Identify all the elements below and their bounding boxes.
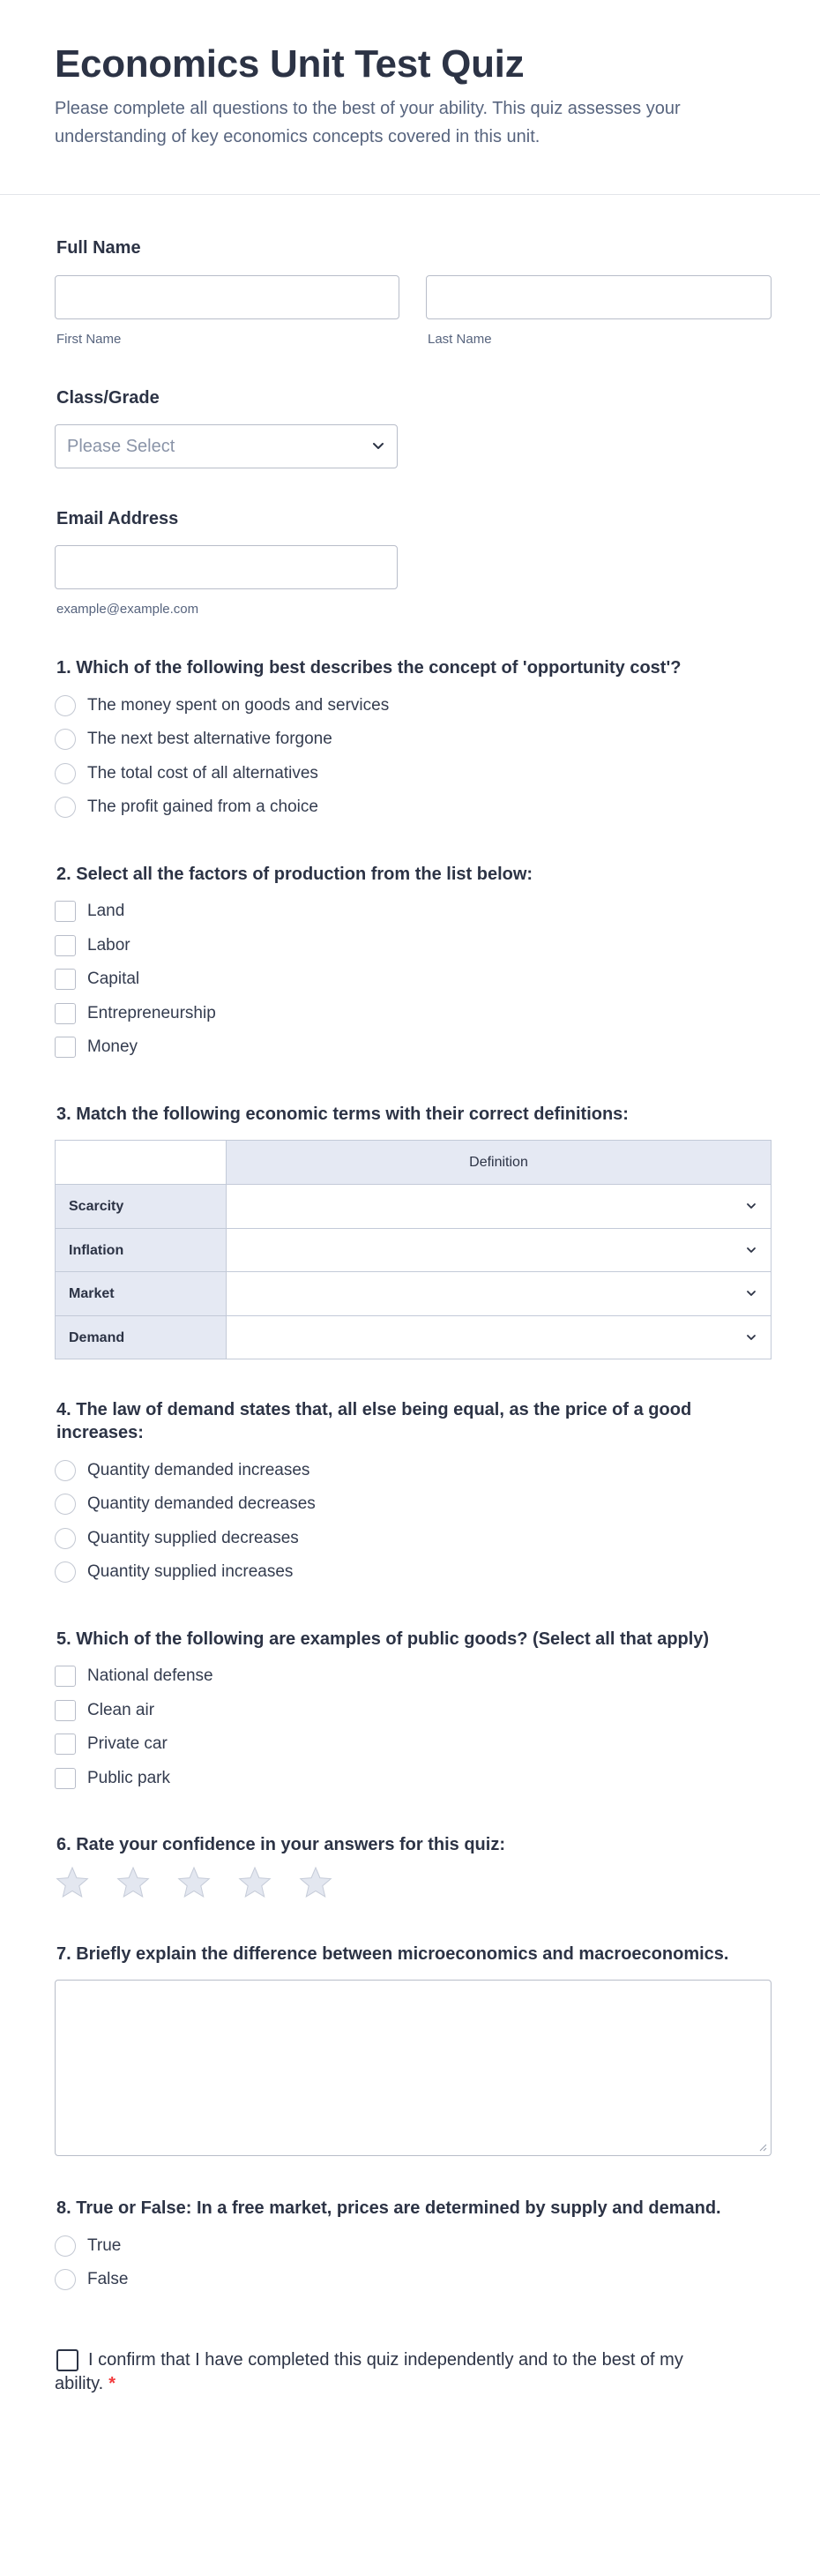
first-name-input[interactable] — [55, 275, 399, 319]
chevron-down-icon — [742, 1329, 760, 1346]
q2-option-label: Land — [87, 902, 125, 920]
last-name-sublabel: Last Name — [428, 332, 492, 347]
last-name-input[interactable] — [426, 275, 772, 319]
q5-option-label: Public park — [87, 1769, 170, 1787]
star-icon[interactable] — [176, 1865, 212, 1900]
email-label: Email Address — [56, 509, 179, 528]
q4-option-label: Quantity demanded decreases — [87, 1494, 316, 1513]
q5-option-label: Private car — [87, 1734, 168, 1753]
email-sublabel: example@example.com — [56, 602, 199, 617]
radio-button[interactable] — [55, 2235, 76, 2257]
star-icon[interactable] — [237, 1865, 272, 1900]
star-icon[interactable] — [55, 1865, 90, 1900]
checkbox[interactable] — [55, 969, 76, 990]
matrix-header-row — [56, 1141, 771, 1184]
form-description: Please complete all questions to the best of your ability. This quiz assesses your understanding of key economics concepts covered in this unit. — [55, 99, 681, 146]
first-name-sublabel: First Name — [56, 332, 122, 347]
checkbox[interactable] — [55, 1666, 76, 1687]
explanation-textarea[interactable] — [55, 1980, 772, 2156]
q1-option-label: The total cost of all alternatives — [87, 764, 318, 783]
class-grade-placeholder: Please Select — [67, 437, 175, 456]
q1-label: 1. Which of the following best describes the concept of 'opportunity cost'? — [56, 658, 682, 678]
radio-button[interactable] — [55, 695, 76, 716]
radio-button[interactable] — [55, 1460, 76, 1481]
form-title: Economics Unit Test Quiz — [55, 42, 525, 86]
q8-label: 8. True or False: In a free market, prices are determined by supply and demand. — [56, 2198, 721, 2218]
radio-button[interactable] — [55, 2269, 76, 2290]
q5-option-label: Clean air — [87, 1701, 155, 1719]
radio-button[interactable] — [55, 1528, 76, 1549]
checkbox[interactable] — [55, 1037, 76, 1058]
matching-matrix — [55, 1140, 772, 1359]
q2-option-label: Money — [87, 1037, 138, 1056]
q4-option-label: Quantity demanded increases — [87, 1461, 310, 1479]
matrix-row — [56, 1184, 771, 1228]
email-input[interactable] — [55, 545, 398, 589]
q3-label: 3. Match the following economic terms with their correct definitions: — [56, 1105, 629, 1124]
full-name-label: Full Name — [56, 238, 141, 258]
checkbox[interactable] — [55, 1700, 76, 1721]
required-asterisk: * — [108, 2374, 116, 2393]
q6-label: 6. Rate your confidence in your answers for this quiz: — [56, 1835, 505, 1854]
radio-button[interactable] — [55, 797, 76, 818]
star-icon[interactable] — [116, 1865, 151, 1900]
checkbox[interactable] — [55, 1734, 76, 1755]
matrix-row-label: Market — [56, 1272, 226, 1315]
q4-option-label: Quantity supplied increases — [87, 1562, 294, 1581]
q1-option-label: The next best alternative forgone — [87, 730, 332, 748]
q5-label: 5. Which of the following are examples of public goods? (Select all that apply) — [56, 1629, 710, 1649]
form-header — [0, 0, 820, 195]
confirm-statement — [55, 2348, 690, 2396]
q8-option-label: True — [87, 2236, 122, 2255]
q2-label: 2. Select all the factors of production from the list below: — [56, 865, 533, 884]
matrix-dropdown[interactable] — [226, 1316, 771, 1359]
radio-button[interactable] — [55, 729, 76, 750]
resize-handle-icon[interactable] — [758, 2143, 767, 2152]
matrix-row-label: Demand — [56, 1316, 226, 1359]
star-icon[interactable] — [298, 1865, 333, 1900]
radio-button[interactable] — [55, 1494, 76, 1515]
q7-label: 7. Briefly explain the difference between microeconomics and macroeconomics. — [56, 1944, 729, 1964]
checkbox[interactable] — [55, 1003, 76, 1024]
radio-button[interactable] — [55, 1561, 76, 1583]
radio-button[interactable] — [55, 763, 76, 784]
chevron-down-icon — [742, 1284, 760, 1302]
matrix-column-header: Definition — [226, 1141, 771, 1184]
q5-option-label: National defense — [87, 1666, 213, 1685]
matrix-dropdown[interactable] — [226, 1272, 771, 1315]
chevron-down-icon — [369, 437, 388, 456]
matrix-row — [56, 1271, 771, 1315]
checkbox[interactable] — [55, 1768, 76, 1789]
q1-option-label: The money spent on goods and services — [87, 696, 390, 715]
matrix-row — [56, 1315, 771, 1359]
q8-option-label: False — [87, 2270, 129, 2288]
matrix-dropdown[interactable] — [226, 1229, 771, 1272]
checkbox[interactable] — [55, 901, 76, 922]
class-grade-select[interactable] — [55, 424, 398, 468]
matrix-row — [56, 1228, 771, 1272]
q1-option-label: The profit gained from a choice — [87, 798, 318, 816]
matrix-row-label: Inflation — [56, 1229, 226, 1272]
q2-option-label: Labor — [87, 936, 130, 955]
q4-label: 4. The law of demand states that, all else being equal, as the price of a good increases: — [56, 1400, 692, 1442]
q2-option-label: Capital — [87, 970, 140, 988]
q4-option-label: Quantity supplied decreases — [87, 1529, 299, 1547]
matrix-row-label: Scarcity — [56, 1185, 226, 1228]
q2-option-label: Entrepreneurship — [87, 1004, 216, 1022]
class-grade-label: Class/Grade — [56, 388, 160, 408]
matrix-dropdown[interactable] — [226, 1185, 771, 1228]
chevron-down-icon — [742, 1241, 760, 1259]
confirm-text: I confirm that I have completed this quiz independently and to the best of my ability. — [55, 2350, 683, 2393]
matrix-corner-cell — [56, 1141, 226, 1184]
checkbox[interactable] — [55, 935, 76, 956]
chevron-down-icon — [742, 1197, 760, 1215]
